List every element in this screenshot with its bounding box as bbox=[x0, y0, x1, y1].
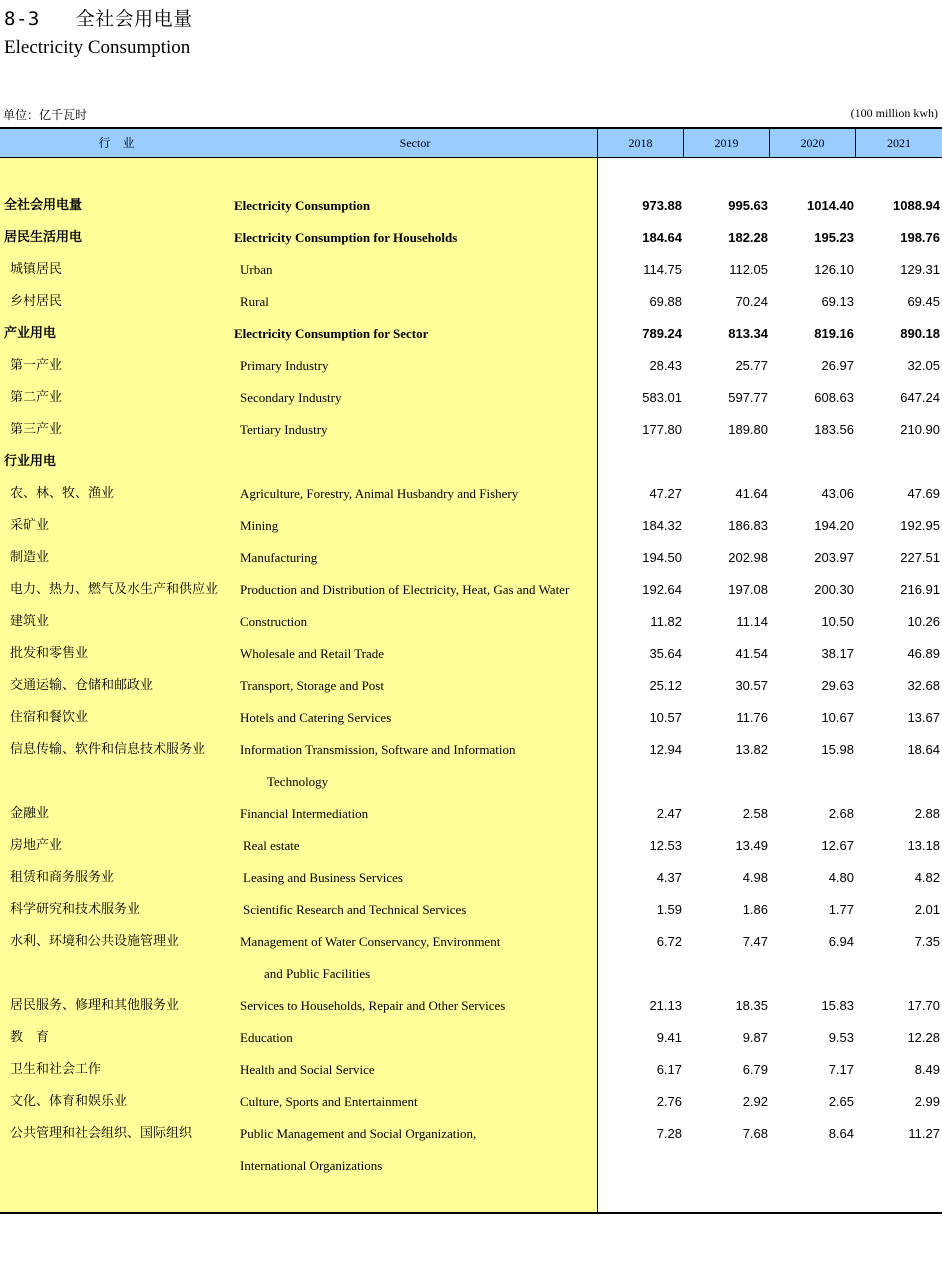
value-cell-2019: 186.83 bbox=[728, 518, 768, 533]
value-cell-2021: 12.28 bbox=[907, 1030, 940, 1045]
value-cell-2018: 28.43 bbox=[649, 358, 682, 373]
value-cell-2020: 29.63 bbox=[821, 678, 854, 693]
value-cell-2020: 126.10 bbox=[814, 262, 854, 277]
table-row bbox=[0, 510, 942, 542]
row-label-cn: 第二产业 bbox=[10, 390, 63, 405]
value-cell-2020: 4.80 bbox=[828, 870, 854, 885]
value-cell-2020: 819.16 bbox=[814, 326, 854, 341]
value-cell-2020: 12.67 bbox=[821, 838, 854, 853]
value-cell-2021: 1088.94 bbox=[893, 198, 940, 213]
table-row bbox=[0, 638, 942, 670]
value-cell-2021: 18.64 bbox=[907, 742, 940, 757]
row-label-cn: 居民生活用电 bbox=[4, 230, 83, 245]
row-label-cn: 卫生和社会工作 bbox=[10, 1062, 102, 1077]
row-label-cn: 水利、环境和公共设施管理业 bbox=[10, 934, 180, 949]
value-cell-2020: 15.83 bbox=[821, 998, 854, 1013]
row-label-en: Production and Distribution of Electricity, Heat, Gas and Water bbox=[240, 582, 570, 597]
row-label-en: Services to Households, Repair and Other Services bbox=[240, 998, 506, 1013]
value-cell-2021: 210.90 bbox=[900, 422, 940, 437]
row-label-cn: 城镇居民 bbox=[10, 262, 63, 277]
row-label-en: Electricity Consumption bbox=[234, 198, 371, 213]
value-cell-2021: 69.45 bbox=[907, 294, 940, 309]
row-label-en: Information Transmission, Software and Information bbox=[240, 742, 516, 757]
header-industry-cn: 行 业 bbox=[98, 136, 135, 150]
value-cell-2021: 46.89 bbox=[907, 646, 940, 661]
row-label-en: Scientific Research and Technical Services bbox=[243, 902, 467, 917]
row-label-cn: 建筑业 bbox=[10, 614, 50, 629]
value-cell-2019: 202.98 bbox=[728, 550, 768, 565]
row-label-en: Secondary Industry bbox=[240, 390, 342, 405]
value-cell-2018: 194.50 bbox=[642, 550, 682, 565]
table-row bbox=[0, 382, 942, 414]
row-label-en-continued: Technology bbox=[267, 774, 329, 789]
row-label-cn: 制造业 bbox=[10, 550, 50, 565]
table-row bbox=[0, 1022, 942, 1054]
value-cell-2019: 13.49 bbox=[735, 838, 768, 853]
value-cell-2019: 995.63 bbox=[728, 198, 768, 213]
value-cell-2018: 2.47 bbox=[656, 806, 682, 821]
row-label-cn: 采矿业 bbox=[10, 518, 50, 533]
table-row bbox=[0, 670, 942, 702]
row-label-cn: 教 育 bbox=[10, 1030, 50, 1045]
value-cell-2019: 597.77 bbox=[728, 390, 768, 405]
value-cell-2019: 7.47 bbox=[742, 934, 768, 949]
row-label-cn: 文化、体育和娱乐业 bbox=[10, 1094, 128, 1109]
table-row bbox=[0, 734, 942, 766]
value-cell-2021: 8.49 bbox=[914, 1062, 940, 1077]
table-row bbox=[0, 1118, 942, 1150]
row-label-en-continued: and Public Facilities bbox=[264, 966, 371, 981]
row-label-cn: 乡村居民 bbox=[10, 294, 63, 309]
value-cell-2019: 11.76 bbox=[736, 710, 768, 725]
value-cell-2021: 7.35 bbox=[914, 934, 940, 949]
row-label-cn: 金融业 bbox=[10, 806, 50, 821]
row-label-cn: 信息传输、软件和信息技术服务业 bbox=[10, 742, 206, 757]
row-label-cn: 全社会用电量 bbox=[4, 198, 83, 213]
value-cell-2020: 203.97 bbox=[814, 550, 854, 565]
header-sector: Sector bbox=[399, 136, 431, 150]
table-row bbox=[0, 190, 942, 222]
value-cell-2019: 13.82 bbox=[735, 742, 768, 757]
value-cell-2018: 12.53 bbox=[649, 838, 682, 853]
row-label-en: Wholesale and Retail Trade bbox=[240, 646, 385, 661]
row-label-cn: 批发和零售业 bbox=[10, 646, 89, 661]
table-row bbox=[0, 606, 942, 638]
value-cell-2018: 192.64 bbox=[642, 582, 682, 597]
unit-label-en: (100 million kwh) bbox=[850, 106, 938, 120]
value-cell-2019: 4.98 bbox=[742, 870, 768, 885]
row-label-en: Public Management and Social Organization, bbox=[240, 1126, 477, 1141]
value-cell-2018: 47.27 bbox=[649, 486, 682, 501]
page-title-en: Electricity Consumption bbox=[4, 37, 191, 58]
header-year-2018: 2018 bbox=[628, 136, 653, 150]
row-label-en: Mining bbox=[240, 518, 279, 533]
value-cell-2020: 9.53 bbox=[828, 1030, 854, 1045]
value-cell-2020: 608.63 bbox=[814, 390, 854, 405]
value-cell-2021: 129.31 bbox=[900, 262, 940, 277]
value-cell-2018: 789.24 bbox=[642, 326, 682, 341]
value-cell-2020: 26.97 bbox=[821, 358, 854, 373]
value-cell-2019: 11.14 bbox=[736, 614, 768, 629]
row-label-en: Primary Industry bbox=[240, 358, 329, 373]
value-cell-2020: 6.94 bbox=[828, 934, 854, 949]
value-cell-2018: 25.12 bbox=[649, 678, 682, 693]
value-cell-2019: 2.58 bbox=[742, 806, 768, 821]
value-cell-2019: 7.68 bbox=[742, 1126, 768, 1141]
header-year-2020: 2020 bbox=[800, 136, 825, 150]
row-label-en: Electricity Consumption for Sector bbox=[234, 326, 429, 341]
table-row bbox=[0, 830, 942, 862]
value-cell-2019: 18.35 bbox=[735, 998, 768, 1013]
table-row bbox=[0, 542, 942, 574]
table-row bbox=[0, 446, 942, 478]
value-cell-2021: 227.51 bbox=[900, 550, 940, 565]
value-cell-2021: 216.91 bbox=[900, 582, 940, 597]
value-cell-2018: 6.17 bbox=[656, 1062, 682, 1077]
table-row bbox=[0, 414, 942, 446]
header-year-2021: 2021 bbox=[887, 136, 911, 150]
table-row bbox=[0, 1086, 942, 1118]
row-label-en: Construction bbox=[240, 614, 308, 629]
table-row bbox=[0, 478, 942, 510]
table-row bbox=[0, 702, 942, 734]
value-cell-2020: 1.77 bbox=[828, 902, 854, 917]
table-row bbox=[0, 222, 942, 254]
value-cell-2019: 70.24 bbox=[735, 294, 768, 309]
value-cell-2019: 1.86 bbox=[742, 902, 768, 917]
row-label-cn: 产业用电 bbox=[4, 326, 57, 341]
row-label-cn: 第三产业 bbox=[10, 422, 63, 437]
value-cell-2020: 8.64 bbox=[828, 1126, 854, 1141]
header-year-2019: 2019 bbox=[714, 136, 739, 150]
row-label-cn: 科学研究和技术服务业 bbox=[10, 902, 141, 917]
value-cell-2019: 182.28 bbox=[728, 230, 768, 245]
table-row bbox=[0, 350, 942, 382]
value-cell-2020: 2.65 bbox=[828, 1094, 854, 1109]
row-label-en: Hotels and Catering Services bbox=[240, 710, 392, 725]
value-cell-2019: 30.57 bbox=[735, 678, 768, 693]
row-label-cn: 公共管理和社会组织、国际组织 bbox=[10, 1126, 193, 1141]
value-cell-2019: 189.80 bbox=[728, 422, 768, 437]
row-label-en: Transport, Storage and Post bbox=[240, 678, 384, 693]
table-row bbox=[0, 286, 942, 318]
table-row bbox=[0, 574, 942, 606]
value-cell-2021: 198.76 bbox=[900, 230, 940, 245]
value-cell-2021: 192.95 bbox=[900, 518, 940, 533]
value-cell-2020: 183.56 bbox=[814, 422, 854, 437]
value-cell-2020: 2.68 bbox=[828, 806, 854, 821]
value-cell-2021: 13.67 bbox=[907, 710, 940, 725]
row-label-en-continued: International Organizations bbox=[240, 1158, 383, 1173]
value-cell-2021: 13.18 bbox=[907, 838, 940, 853]
row-label-cn: 住宿和餐饮业 bbox=[10, 710, 89, 725]
value-cell-2021: 2.99 bbox=[914, 1094, 940, 1109]
value-cell-2021: 47.69 bbox=[907, 486, 940, 501]
table-row bbox=[0, 318, 942, 350]
value-cell-2020: 69.13 bbox=[821, 294, 854, 309]
value-cell-2018: 114.75 bbox=[643, 262, 682, 277]
value-cell-2019: 813.34 bbox=[728, 326, 768, 341]
table-header bbox=[0, 129, 942, 158]
table-row bbox=[0, 926, 942, 958]
value-cell-2018: 69.88 bbox=[649, 294, 682, 309]
value-cell-2020: 195.23 bbox=[814, 230, 854, 245]
value-cell-2018: 1.59 bbox=[656, 902, 682, 917]
value-cell-2018: 184.64 bbox=[642, 230, 682, 245]
unit-label-cn: 单位：亿千瓦时 bbox=[3, 108, 88, 122]
value-cell-2018: 4.37 bbox=[656, 870, 682, 885]
table-row-continuation bbox=[0, 958, 942, 990]
page-title-cn bbox=[4, 4, 193, 31]
value-cell-2020: 200.30 bbox=[814, 582, 854, 597]
value-cell-2019: 6.79 bbox=[742, 1062, 768, 1077]
value-cell-2019: 9.87 bbox=[742, 1030, 768, 1045]
row-label-en: Financial Intermediation bbox=[240, 806, 369, 821]
value-cell-2019: 25.77 bbox=[735, 358, 768, 373]
value-cell-2021: 10.26 bbox=[907, 614, 940, 629]
value-cell-2019: 41.54 bbox=[735, 646, 768, 661]
value-cell-2018: 35.64 bbox=[649, 646, 682, 661]
row-label-cn: 电力、热力、燃气及水生产和供应业 bbox=[10, 582, 219, 597]
value-cell-2020: 10.50 bbox=[821, 614, 854, 629]
row-label-en: Rural bbox=[240, 294, 269, 309]
value-cell-2020: 15.98 bbox=[821, 742, 854, 757]
value-cell-2021: 2.88 bbox=[914, 806, 940, 821]
value-cell-2021: 647.24 bbox=[900, 390, 940, 405]
value-cell-2018: 2.76 bbox=[656, 1094, 682, 1109]
value-cell-2018: 21.13 bbox=[649, 998, 682, 1013]
table-row bbox=[0, 254, 942, 286]
table-row bbox=[0, 862, 942, 894]
value-cell-2019: 112.05 bbox=[729, 262, 768, 277]
value-cell-2018: 973.88 bbox=[642, 198, 682, 213]
row-label-en: Electricity Consumption for Households bbox=[234, 230, 458, 245]
value-cell-2021: 32.68 bbox=[907, 678, 940, 693]
table-bottom-rule bbox=[0, 1212, 942, 1214]
value-cell-2018: 7.28 bbox=[656, 1126, 682, 1141]
value-cell-2021: 4.82 bbox=[914, 870, 940, 885]
row-label-en: Health and Social Service bbox=[240, 1062, 375, 1077]
row-label-en: Education bbox=[240, 1030, 293, 1045]
value-cell-2020: 194.20 bbox=[814, 518, 854, 533]
row-label-en: Urban bbox=[240, 262, 273, 277]
value-cell-2018: 583.01 bbox=[642, 390, 682, 405]
value-cell-2018: 6.72 bbox=[656, 934, 682, 949]
row-label-cn: 房地产业 bbox=[10, 838, 63, 853]
value-cell-2018: 9.41 bbox=[656, 1030, 682, 1045]
row-label-cn: 第一产业 bbox=[10, 358, 63, 373]
value-cell-2018: 11.82 bbox=[650, 614, 682, 629]
table-row bbox=[0, 1054, 942, 1086]
table-row-continuation bbox=[0, 766, 942, 798]
row-label-cn: 租赁和商务服务业 bbox=[10, 870, 115, 885]
table-row bbox=[0, 894, 942, 926]
value-cell-2018: 10.57 bbox=[649, 710, 682, 725]
row-label-cn: 行业用电 bbox=[4, 454, 57, 469]
row-label-en: Management of Water Conservancy, Environment bbox=[240, 934, 501, 949]
value-cell-2021: 32.05 bbox=[907, 358, 940, 373]
row-label-en: Tertiary Industry bbox=[240, 422, 328, 437]
value-cell-2020: 43.06 bbox=[821, 486, 854, 501]
value-cell-2020: 7.17 bbox=[828, 1062, 854, 1077]
row-label-cn: 居民服务、修理和其他服务业 bbox=[10, 998, 180, 1013]
value-cell-2020: 10.67 bbox=[821, 710, 854, 725]
value-cell-2018: 12.94 bbox=[649, 742, 682, 757]
table-row bbox=[0, 798, 942, 830]
row-label-cn: 农、林、牧、渔业 bbox=[10, 486, 115, 501]
value-cell-2019: 2.92 bbox=[742, 1094, 768, 1109]
table-row-continuation bbox=[0, 1150, 942, 1182]
row-label-en: Real estate bbox=[243, 838, 300, 853]
value-cell-2019: 197.08 bbox=[728, 582, 768, 597]
value-cell-2018: 184.32 bbox=[642, 518, 682, 533]
row-label-en: Leasing and Business Services bbox=[243, 870, 403, 885]
row-label-en: Culture, Sports and Entertainment bbox=[240, 1094, 418, 1109]
table-row bbox=[0, 990, 942, 1022]
value-cell-2020: 1014.40 bbox=[807, 198, 854, 213]
table-title-cn: 全社会用电量 bbox=[75, 8, 193, 30]
table-number: 8-3 bbox=[4, 8, 40, 30]
row-label-en: Manufacturing bbox=[240, 550, 318, 565]
value-cell-2018: 177.80 bbox=[642, 422, 682, 437]
value-cell-2021: 11.27 bbox=[908, 1126, 940, 1141]
value-cell-2021: 2.01 bbox=[914, 902, 940, 917]
value-cell-2020: 38.17 bbox=[821, 646, 854, 661]
value-cell-2021: 17.70 bbox=[907, 998, 940, 1013]
value-cell-2019: 41.64 bbox=[735, 486, 768, 501]
row-label-en: Agriculture, Forestry, Animal Husbandry and Fishery bbox=[240, 486, 519, 501]
row-label-cn: 交通运输、仓储和邮政业 bbox=[10, 678, 154, 693]
value-cell-2021: 890.18 bbox=[900, 326, 940, 341]
